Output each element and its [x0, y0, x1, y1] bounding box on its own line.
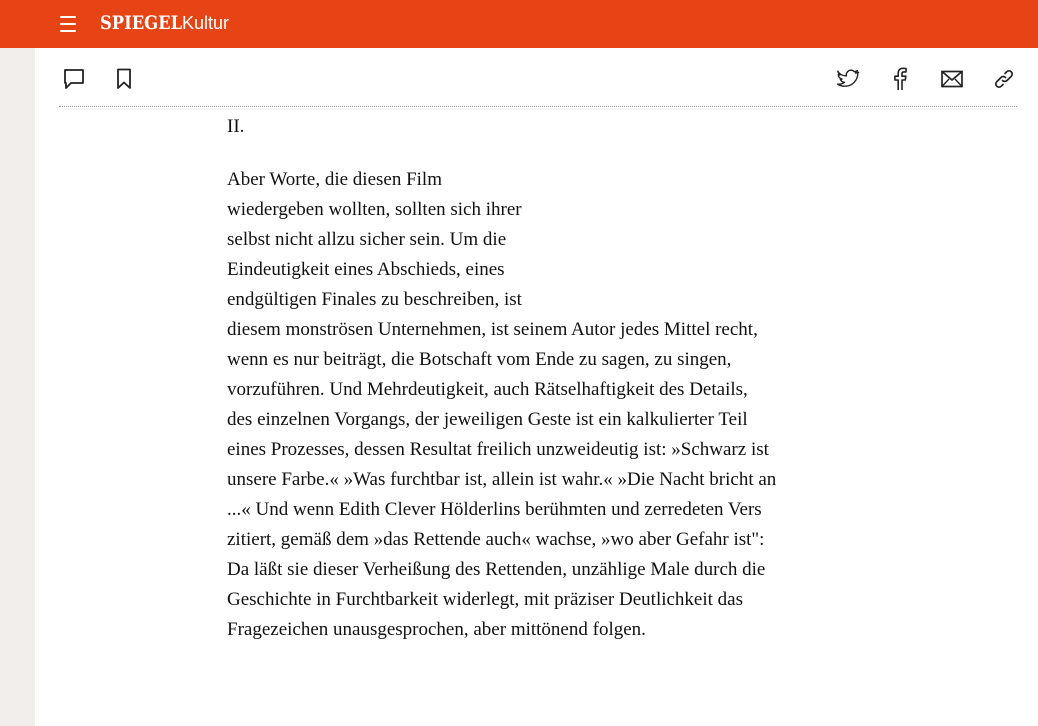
- paragraph-line: wiedergeben wollten, sollten sich ihrer: [227, 199, 522, 220]
- article-body: [227, 112, 867, 645]
- paragraph-line: zitiert, gemäß dem »das Rettende auch« wachse, »wo aber Gefahr ist":: [227, 529, 765, 550]
- paragraph-line: Geschichte in Furchtbarkeit widerlegt, mit präziser Deutlichkeit das: [227, 589, 743, 610]
- paragraph-line: unsere Farbe.« »Was furchtbar ist, allein ist wahr.« »Die Nacht bricht an: [227, 469, 777, 490]
- email-icon[interactable]: [940, 67, 964, 91]
- bookmark-icon[interactable]: [112, 67, 136, 91]
- section-name: Kultur: [182, 13, 230, 33]
- twitter-icon[interactable]: [837, 67, 861, 91]
- article-toolbar: [59, 48, 1017, 107]
- paragraph-line: wenn es nur beiträgt, die Botschaft vom Ende zu sagen, zu singen,: [227, 349, 732, 370]
- brand-link[interactable]: [100, 12, 229, 34]
- section-number: II.: [227, 116, 245, 137]
- paragraph-line: endgültigen Finales zu beschreiben, ist: [227, 289, 522, 310]
- hamburger-menu-icon[interactable]: [60, 16, 78, 32]
- spiegel-logo: SPIEGEL: [100, 12, 183, 34]
- paragraph-line: ...« Und wenn Edith Clever Hölderlins berühmten und zerredeten Vers: [227, 499, 762, 520]
- paragraph-line: vorzuführen. Und Mehrdeutigkeit, auch Rätselhaftigkeit des Details,: [227, 379, 748, 400]
- paragraph-line: diesem monströsen Unternehmen, ist seinem Autor jedes Mittel recht,: [227, 319, 758, 340]
- facebook-icon[interactable]: [888, 67, 912, 91]
- article-paragraph: [227, 165, 867, 645]
- paragraph-line: des einzelnen Vorgangs, der jeweiligen Geste ist ein kalkulierter Teil: [227, 409, 748, 430]
- paragraph-line: selbst nicht allzu sicher sein. Um die: [227, 229, 507, 250]
- comment-icon[interactable]: [62, 67, 86, 91]
- paragraph-line: eines Prozesses, dessen Resultat freilich unzweideutig ist: »Schwarz ist: [227, 439, 769, 460]
- article-page: [35, 48, 1038, 726]
- paragraph-line: Eindeutigkeit eines Abschieds, eines: [227, 259, 505, 280]
- link-icon[interactable]: [992, 67, 1016, 91]
- paragraph-line: Da läßt sie dieser Verheißung des Rettenden, unzählige Male durch die: [227, 559, 766, 580]
- top-navigation-bar: [0, 0, 1038, 48]
- paragraph-line: Aber Worte, die diesen Film: [227, 169, 442, 190]
- paragraph-line: Fragezeichen unausgesprochen, aber mittönend folgen.: [227, 619, 646, 640]
